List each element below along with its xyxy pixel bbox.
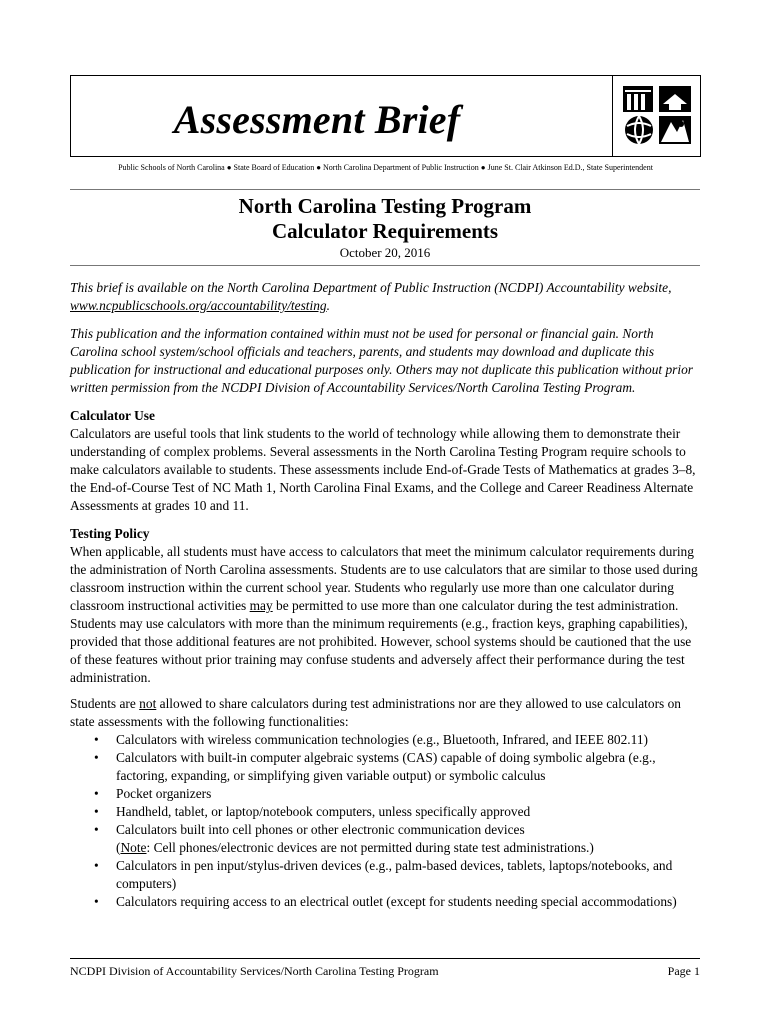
publication-notice: This publication and the information contained within must not be used for personal or financial gain. North Carolina school system/school officials and teachers, parents, and students may download and duplicate this publication for instructional and educational purposes only. Others may not duplicate this publication without prior written permission from the NCDPI Division of Accountability Services/North Carolina Testing Program. <box>70 326 694 395</box>
note-label: Note <box>120 840 147 855</box>
brief-title: Assessment Brief <box>173 97 461 142</box>
policy-may-emphasis: may <box>249 598 273 613</box>
prohibited-functionality-list <box>70 731 702 911</box>
policy-text-2: be permitted to use more than one calculator during the test administration. Students may use calculators with more than the minimum requirements (e.g., fraction keys, graphing capabilities), provided that those additional features are not prohibited. However, school systems should be cautioned that the use of these features without prior training may confuse students and adversely affect their performance during the test administration. <box>70 598 692 685</box>
availability-text: This brief is available on the North Carolina Department of Public Instruction (NCDPI) Accountability website, <box>70 280 672 295</box>
nc-dpi-logo-icon <box>621 82 693 148</box>
list-item <box>70 821 702 857</box>
calculator-use-heading: Calculator Use <box>70 408 155 423</box>
testing-policy-heading: Testing Policy <box>70 526 150 541</box>
document-title <box>0 194 770 244</box>
note-text: : Cell phones/electronic devices are not permitted during state test administrations.) <box>146 840 594 855</box>
accountability-link[interactable]: www.ncpublicschools.org/accountability/testing <box>70 298 327 313</box>
bullet-icon: • <box>94 732 99 747</box>
footer-rule <box>70 958 700 959</box>
bullet-icon: • <box>94 786 99 801</box>
policy-text-1: When applicable, all students must have access to calculators that meet the minimum calculator requirements during the administration of North Carolina assessments. Students are to use calculators that are similar to those used during classroom instruction within the current school year. Students who regularly use more than one calculator during classroom instructional activities <box>70 544 698 613</box>
list-item-text: Calculators in pen input/stylus-driven devices (e.g., palm-based devices, tablets, laptops/notebooks, and computers) <box>116 858 673 891</box>
bullet-icon: • <box>94 894 99 909</box>
list-item-text: Calculators requiring access to an electrical outlet (except for students needing special accommodations) <box>116 894 677 909</box>
list-item-text: Calculators with wireless communication technologies (e.g., Bluetooth, Infrared, and IEEE 802.11) <box>116 732 649 747</box>
availability-suffix: . <box>326 298 330 313</box>
date-rule <box>70 265 700 266</box>
title-line-2: Calculator Requirements <box>271 219 499 243</box>
list-item-text: Handheld, tablet, or laptop/notebook computers, unless specifically approved <box>116 804 531 819</box>
share-text-1: Students are <box>70 696 140 711</box>
header-subtitle: Public Schools of North Carolina ● State Board of Education ● North Carolina Department of Public Instruction ● June St. Clair Atkinson Ed.D., State Superintendent <box>118 163 653 172</box>
bullet-icon: • <box>94 750 99 765</box>
note-open-paren: ( <box>116 840 121 855</box>
list-item <box>70 803 702 821</box>
page-number: Page 1 <box>667 964 700 978</box>
share-text-2: allowed to share calculators during test administrations nor are they allowed to use calculators on state assessments with the following functionalities: <box>70 696 681 729</box>
sharing-paragraph <box>70 695 702 731</box>
testing-policy-body <box>70 543 702 687</box>
footer-division: NCDPI Division of Accountability Services/North Carolina Testing Program <box>70 964 439 978</box>
document-date: October 20, 2016 <box>339 245 431 260</box>
list-item-text: Pocket organizers <box>116 786 212 801</box>
top-rule <box>70 189 700 190</box>
list-item <box>70 893 702 911</box>
calculator-use-body: Calculators are useful tools that link students to the world of technology while allowing them to demonstrate their understanding of complex problems. Several assessments in the North Carolina Testing Program require schools to make calculators available to students. These assessments include End-of-Grade Tests of Mathematics at grades 3–8, the End-of-Course Test of NC Math 1, North Carolina Final Exams, and the College and Career Readiness Alternate Assessments at grades 10 and 11. <box>70 426 696 513</box>
availability-paragraph <box>70 279 702 315</box>
list-item <box>70 785 702 803</box>
bullet-icon: • <box>94 804 99 819</box>
bullet-icon: • <box>94 822 99 837</box>
list-item <box>70 857 702 893</box>
title-line-1: North Carolina Testing Program <box>238 194 532 218</box>
logo-box <box>612 76 700 156</box>
list-item-text: Calculators with built-in computer algebraic systems (CAS) capable of doing symbolic algebra (e.g., factoring, expanding, or simplifying given variable output) or symbolic calculus <box>116 750 656 783</box>
share-not-emphasis: not <box>139 696 157 711</box>
list-item-text: Calculators built into cell phones or other electronic communication devices <box>116 822 525 837</box>
list-item <box>70 731 702 749</box>
bullet-icon: • <box>94 858 99 873</box>
list-item <box>70 749 702 785</box>
